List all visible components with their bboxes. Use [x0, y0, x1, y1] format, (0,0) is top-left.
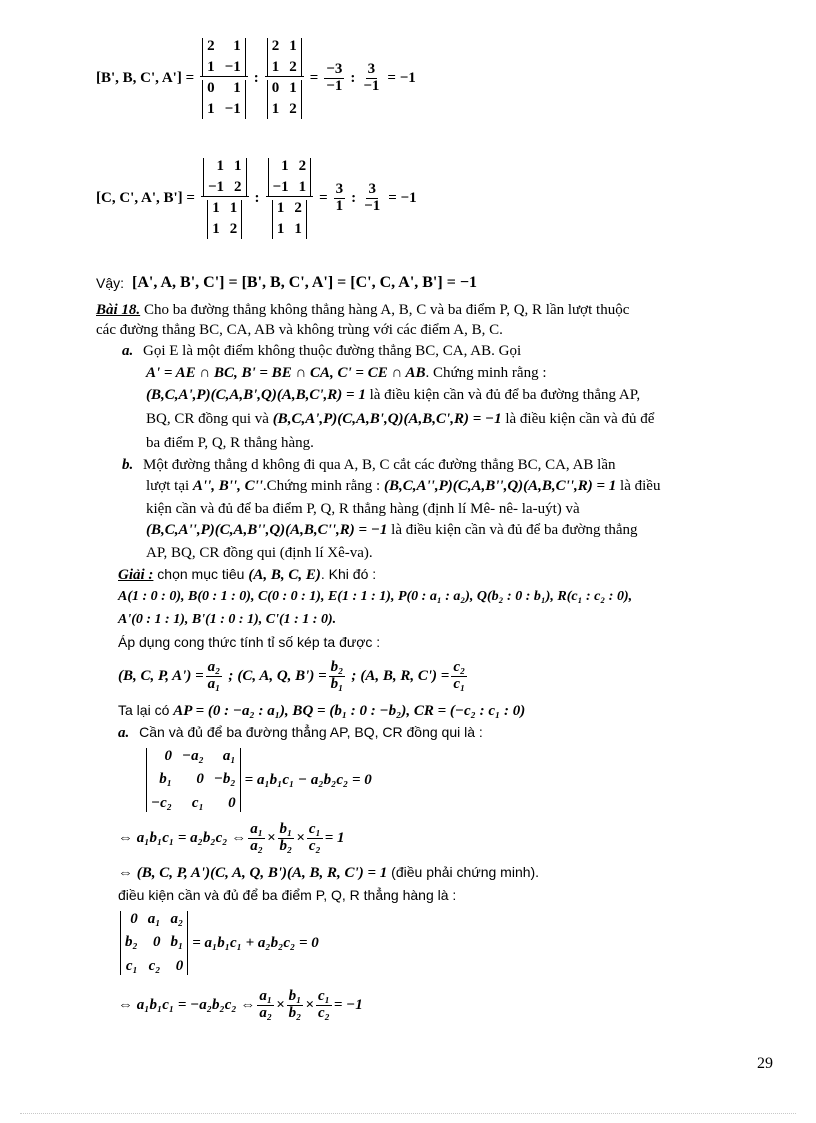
eq2-fraction-2: $\frac{3}{-1}$ [364, 180, 381, 214]
equation-1: [B', B, C', A'] = 2 1 1 −1 0 1 1 −1 : 2 1 1 2 0 1 1 2 = $\frac{-3}{-1}$ : $\frac{3}{-1}$ = −1 [96, 37, 416, 118]
part-a-line-4: BQ, CR đồng qui và (B,C,A',P)(C,A,B',Q)(A,B,C',R) = −1 là điều kiện cần và đủ để [146, 411, 655, 427]
eq2-result: = −1 [388, 189, 417, 206]
concurrency-determinant: 0 −a₂ a₁ b₁ 0 −b₂ −c₂ c₁ 0 [146, 748, 241, 812]
part-b-line-3: kiện cần và đủ để ba điểm P, Q, R thẳng hàng (định lí Mê- nê- la-uýt) và [146, 501, 580, 517]
coordinates-line-2: A'(0 : 1 : 1), B'(1 : 0 : 1), C'(1 : 1 : 0). [118, 612, 337, 627]
problem-18-line-1: Bài 18. Cho ba đường thẳng không thẳng hàng A, B, C và ba điểm P, Q, R lần lượt thuộc [96, 302, 630, 318]
solution-b-equivalence: ⇔ a₁b₁c₁ = −a₂b₂c₂ ⇔ $\frac{\text{a₁}}{\text{a₂}}$ × $\frac{\text{b₁}}{\text{b₂}}$ × $\frac{\text{c₁}}{\text{c₂}}$ = −1 [118, 987, 363, 1021]
eq1-det-top-a: 2 1 1 −1 [202, 38, 246, 77]
eq1-det-top-b: 2 1 1 2 [267, 38, 302, 77]
solution-title: Giải : [118, 567, 154, 583]
eq2-det-top-b: 1 2 −1 1 [268, 158, 312, 197]
eq2-lhs: [C, C', A', B'] = [96, 189, 195, 206]
eq2-det-top-a: 1 1 −1 2 [203, 158, 247, 197]
eq2-det-bot-a: 1 1 1 2 [207, 200, 242, 239]
conclusion-line [96, 271, 477, 295]
eq1-det-bot-a: 0 1 1 −1 [202, 80, 246, 119]
eq1-det-bot-b: 0 1 1 2 [267, 80, 302, 119]
solution-a-conclusion: ⇔ (B, C, P, A')(C, A, Q, B')(A, B, R, C') = 1 (điều phải chứng minh). [118, 864, 540, 881]
cross-ratio-intro: Áp dụng cong thức tính tỉ số kép ta được : [118, 634, 381, 650]
solution-b-intro: điều kiện cần và đủ để ba điểm P, Q, R thẳng hàng là : [118, 887, 457, 903]
eq2-fraction-1: $\frac{3}{1}$ [335, 180, 344, 214]
eq2-det-fraction-a [201, 158, 249, 239]
part-b-line-4: (B,C,A'',P)(C,A,B'',Q)(A,B,C'',R) = −1 là điều kiện cần và đủ để ba đường thẳng [146, 522, 638, 538]
eq1-det-fraction-b [265, 38, 304, 119]
part-a-line-5: ba điểm P, Q, R thẳng hàng. [146, 435, 314, 451]
collinearity-determinant: 0 a₁ a₂ b₂ 0 b₁ c₁ c₂ 0 [120, 911, 188, 975]
solution-a-equivalence: ⇔ a₁b₁c₁ = a₂b₂c₂ ⇔ $\frac{\text{a₁}}{\text{a₂}}$ × $\frac{\text{b₁}}{\text{b₂}}$ × $\frac{\text{c₁}}{\text{c₂}}$ = 1 [118, 820, 345, 854]
eq2-det-bot-b: 1 2 1 1 [272, 200, 307, 239]
cross-ratio-1-fraction: $\frac{\text{a₂}}{\text{a₁}}$ [207, 658, 221, 692]
part-b-line-2: lượt tại A'', B'', C''.Chứng minh rằng : (B,C,A'',P)(C,A,B'',Q)(A,B,C'',R) = 1 là điều [146, 478, 661, 494]
part-a-line-3: (B,C,A',P)(C,A,B',Q)(A,B,C',R) = 1 là điều kiện cần và đủ để ba đường thẳng AP, [146, 387, 641, 403]
part-b-line-5: AP, BQ, CR đồng qui (định lí Xê-va). [146, 545, 373, 561]
equation-2: [C, C', A', B'] = 1 1 −1 2 1 1 1 2 : 1 2 −1 1 1 2 1 1 = $\frac{3}{1}$ : $\frac{3}{-1}$ = −1 [96, 157, 417, 238]
page-number: 29 [757, 1055, 773, 1072]
cross-ratio-line: (B, C, P, A') = $\frac{\text{a₂}}{\text{a₁}}$ ; (C, A, Q, B') = $\frac{\text{b₂}}{\text{b₁}}$ ; (A, B, R, C') = $\frac{\text{c₂}}{\text{c₁}}$ [118, 658, 466, 692]
part-a-line-1: a. Gọi E là một điểm không thuộc đường thẳng BC, CA, AB. Gọi [122, 343, 522, 359]
part-b-label: b. [122, 457, 134, 473]
part-b-line-1: b. Một đường thẳng d không đi qua A, B, C cắt các đường thẳng BC, CA, AB lần [122, 457, 616, 473]
problem-18-line-2: các đường thẳng BC, CA, AB và không trùng với các điểm A, B, C. [96, 322, 503, 338]
solution-line-1: Giải : chọn mục tiêu (A, B, C, E). Khi đó : [118, 566, 377, 583]
eq1-fraction-2: $\frac{3}{-1}$ [363, 60, 380, 94]
solution-a-intro: a. Cần và đủ để ba đường thẳng AP, BQ, CR đồng qui là : [118, 724, 483, 741]
part-a-line-2: A' = AE ∩ BC, B' = BE ∩ CA, C' = CE ∩ AB. Chứng minh rằng : [146, 365, 547, 381]
cross-ratio-3-fraction: $\frac{\text{c₂}}{\text{c₁}}$ [453, 658, 466, 692]
conclusion-expression: [A', A, B', C'] = [B', B, C', A'] = [C', C, A', B'] = −1 [132, 274, 477, 291]
cross-ratio-2-fraction: $\frac{\text{b₂}}{\text{b₁}}$ [330, 658, 344, 692]
eq1-fraction-1: $\frac{-3}{-1}$ [326, 60, 343, 94]
solution-a-determinant: 0 −a₂ a₁ b₁ 0 −b₂ −c₂ c₁ 0 = a₁b₁c₁ − a₂b₂c₂ = 0 [146, 746, 372, 814]
coordinates-line-1: A(1 : 0 : 0), B(0 : 1 : 0), C(0 : 0 : 1), E(1 : 1 : 1), P(0 : a₁ : a₂), Q(b₂ : 0 : b₁), R(c₁ : c₂ : 0), [118, 589, 633, 604]
eq1-result: = −1 [387, 69, 416, 86]
part-a-label: a. [122, 343, 134, 359]
eq2-det-fraction-b [266, 158, 314, 239]
problem-title: Bài 18. [96, 302, 141, 318]
vectors-line: Ta lại có AP = (0 : −a₂ : a₁), BQ = (b₁ : 0 : −b₂), CR = (−c₂ : c₁ : 0) [118, 702, 526, 719]
footer-divider [20, 1113, 796, 1114]
conclusion-label: Vậy: [96, 275, 125, 291]
eq1-det-fraction-a [200, 38, 248, 119]
solution-b-determinant: 0 a₁ a₂ b₂ 0 b₁ c₁ c₂ 0 = a₁b₁c₁ + a₂b₂c₂ = 0 [120, 909, 319, 977]
eq1-lhs: [B', B, C', A'] = [96, 69, 195, 86]
